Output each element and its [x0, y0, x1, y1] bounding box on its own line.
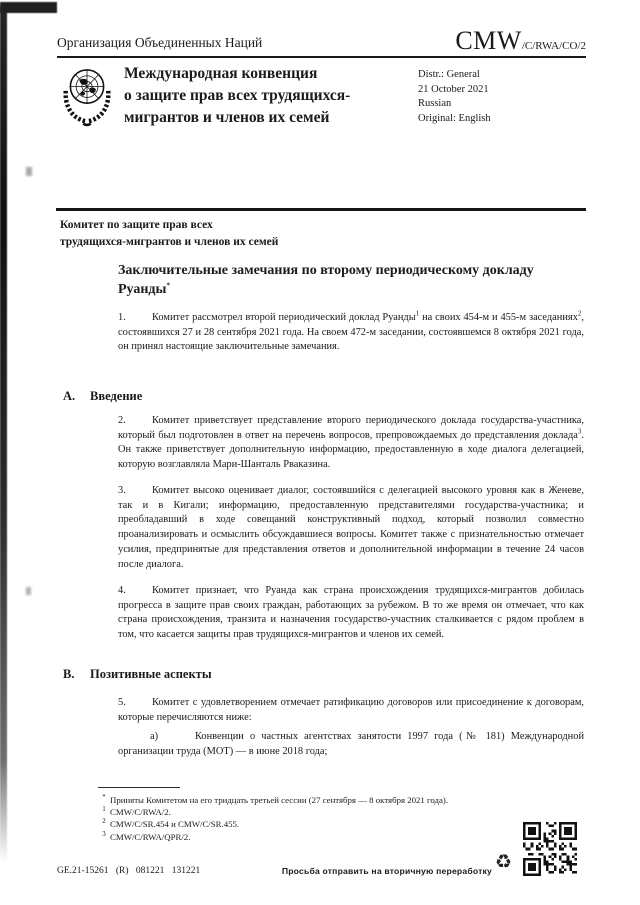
paragraph-number: 4.: [118, 585, 126, 596]
un-emblem-icon: [55, 61, 119, 144]
committee-name-line: трудящихся-мигрантов и членов их семей: [60, 236, 279, 248]
list-item-a: a) Конвенции о частных агентствах занятости 1997 года (№ 181) Международной организации труда (МОТ) — в июне 2018 года;: [118, 731, 584, 757]
paragraph-4: 4. Комитет признает, что Руанда как страна происхождения трудящихся-мигрантов добилась прогресса в защите прав своих граждан, работающих за рубежом. В то же время он отмечает, что как страна происхождения, транзита и назначения государство-участник сталкивается с рядом проблем в том, что касается защиты прав трудящихся-мигрантов и членов их семей.: [118, 585, 584, 641]
convention-title: [124, 63, 414, 129]
paragraph-number: 5.: [118, 697, 126, 708]
paragraph-number: 1.: [118, 312, 126, 323]
scan-artifact-left-edge: [0, 6, 7, 862]
qr-code: [523, 822, 577, 876]
section-letter: A.: [63, 389, 76, 403]
paragraph-5: 5. Комитет с удовлетворением отмечает ратификацию договоров или присоединение к договорам, которые перечисляются ниже:: [118, 697, 584, 723]
committee-name: [60, 217, 278, 251]
section-title: Введение: [90, 389, 143, 403]
footnotes: [98, 794, 508, 843]
date-line: 21 October 2021: [418, 83, 489, 95]
section-letter: B.: [63, 667, 75, 681]
footnote-star: * Приняты Комитетом на его тридцать третьей сессии (27 сентября — 8 октября 2021 года).: [102, 793, 449, 805]
document-symbol: [455, 26, 586, 56]
document-symbol-sub: /C/RWA/CO/2: [521, 40, 586, 52]
job-number: GE.21-15261 (R) 081221 131221: [57, 866, 201, 876]
list-item-letter: a): [150, 731, 159, 742]
recycle-notice: Просьба отправить на вторичную переработку: [281, 866, 492, 876]
committee-name-line: Комитет по защите прав всех: [60, 219, 213, 231]
paragraph-number: 3.: [118, 485, 126, 496]
document-symbol-main: CMW: [455, 26, 522, 55]
scan-artifact-smudge: [26, 587, 31, 595]
convention-title-line: о защите прав всех трудящихся-: [124, 87, 351, 104]
un-org-name: Организация Объединенных Наций: [57, 35, 263, 50]
section-heading-a: [63, 389, 142, 404]
convention-title-line: мигрантов и членов их семей: [124, 109, 330, 126]
paragraph-2: 2. Комитет приветствует представление второго периодического доклада государства-участника, который был подготовлен в ответ на перечень вопросов, препровождаемых до представления доклада$^3$. Он также приветствует дополнительную информацию, предоставленную в ходе диалога делегацией, которую возглавляла Мари-Шанталь Рваказина.: [118, 415, 584, 471]
distr-line: Distr.: General: [418, 69, 480, 80]
scan-artifact-smudge: [26, 167, 32, 176]
paragraph-number: 2.: [118, 415, 126, 426]
paragraph-1: 1. Комитет рассмотрел второй периодический доклад Руанды$^1$ на своих 454-м и 455-м заседаниях$^2$, состоявшихся 27 и 28 сентября 2021 года. На своем 472-м заседании, состоявшемся 8 октября 2021 года, он принял настоящие заключительные замечания.: [118, 309, 584, 353]
paragraph-3: 3. Комитет высоко оценивает диалог, состоявшийся с делегацией высокого уровня как в Женеве, так и в Кигали; информацию, предоставленную представителями государства-участника; и преобладавший в ходе совещаний конструктивный подход, который позволил совместно проанализировать и осмыслить обсуждавшиеся вопросы. Комитет также с признательностью отмечает усилия, предпринятые для представления ответов и дополнительной информации в течение 24 часов после диалога.: [118, 485, 584, 570]
page-title: Заключительные замечания по второму периодическому докладу Руанды*: [118, 263, 534, 297]
recycle-icon: ♻: [495, 851, 513, 873]
section-title: Позитивные аспекты: [90, 667, 212, 681]
section-heading-b: [63, 667, 212, 682]
language-line: Russian: [418, 98, 452, 109]
footnote-2: $^2$ CMW/C/SR.454 и CMW/C/SR.455.: [102, 817, 240, 830]
footnote-ref-star: *: [166, 280, 170, 289]
footnote-separator: [98, 787, 180, 788]
footnote-ref-3: 3: [577, 427, 582, 436]
convention-title-line: Международная конвенция: [124, 65, 318, 82]
scan-artifact-top-edge: [0, 2, 57, 13]
footnote-ref-2: 2: [577, 309, 582, 318]
footnote-3: $^3$ CMW/C/RWA/QPR/2.: [102, 829, 191, 842]
distribution-block: [418, 68, 491, 126]
footnote-ref-1: 1: [415, 309, 420, 318]
section-divider-rule: [56, 208, 586, 211]
header-rule: [57, 56, 586, 58]
footnote-1: $^1$ CMW/C/RWA/2.: [102, 805, 171, 818]
original-language-line: Original: English: [418, 112, 491, 124]
